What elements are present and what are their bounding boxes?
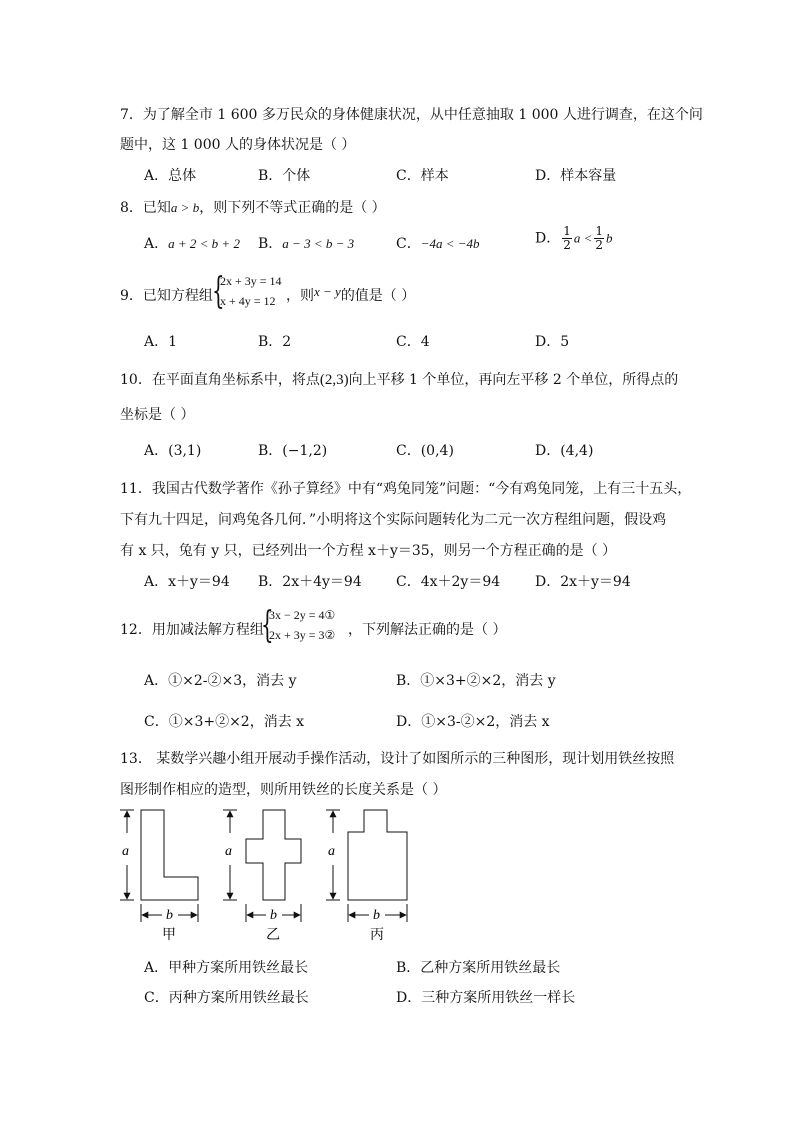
figure-jia-name: 甲 <box>162 927 176 943</box>
q7-stem-line1: 7．为了解全市 1 600 多万民众的身体健康状况，从中任意抽取 1 000 人进行调查，在这个问 <box>120 107 703 123</box>
q12-equation-1: 3x − 2y = 4① <box>269 608 336 622</box>
fraction-numerator: 1 <box>595 224 604 238</box>
q13-stem-line1: 13． 某数学兴趣小组开展动手操作活动，设计了如图所示的三种图形，现计划用铁丝按照 <box>120 751 675 767</box>
fraction-denominator: 2 <box>595 238 604 252</box>
q9-option-a: A．1 <box>144 334 178 350</box>
figure-jia-shape <box>141 810 198 900</box>
q13-stem-line2: 图形制作相应的造型，则所用铁丝的长度关系是（ ） <box>120 782 447 798</box>
q8-stem <box>120 197 386 217</box>
figure-jia-b-label: b <box>166 908 173 923</box>
q11-option-c: C．4x＋2y＝94 <box>396 574 501 590</box>
q12-suffix: ，下列解法正确的是（ ） <box>348 622 507 638</box>
q12-option-c: C．①×3+②×2，消去 x <box>144 714 305 730</box>
q9-expression: x − y <box>314 284 341 299</box>
q10-option-a: A．(3,1) <box>144 443 202 459</box>
q10-option-b: B．(−1,2) <box>258 443 328 459</box>
figure-yi-a-label: a <box>225 844 232 859</box>
q8-option-b-expr: a − 3 < b − 3 <box>282 236 355 251</box>
q11-stem-line1: 11．我国古代数学著作《孙子算经》中有“鸡兔同笼”问题：“今有鸡兔同笼，上有三十五头， <box>120 481 692 497</box>
q8-suffix: ，则下列不等式正确的是（ ） <box>199 200 386 216</box>
q8-option-b-label: B． <box>258 236 283 252</box>
q7-option-b: B．个体 <box>258 168 311 184</box>
q8-option-c-label: C． <box>396 236 421 252</box>
q7-option-c: C．样本 <box>396 168 449 184</box>
q8-option-b <box>258 233 354 253</box>
q8-option-d-end: b <box>606 230 613 246</box>
fraction-denominator: 2 <box>563 238 571 252</box>
q8-option-a-label: A． <box>144 236 169 252</box>
q10-point: (2,3) <box>319 372 349 388</box>
q10-line1-b: 向上平移 1 个单位，再向左平移 2 个单位，所得点的 <box>348 372 679 388</box>
q8-option-a-expr: a + 2 < b + 2 <box>168 236 240 251</box>
q12-option-d: D．①×3-②×2，消去 x <box>396 714 550 730</box>
figure-bing-shape <box>348 810 407 900</box>
q8-option-d-fraction1 <box>562 225 572 252</box>
q11-stem-line3: 有 x 只，兔有 y 只，已经列出一个方程 x＋y＝35，则另一个方程正确的是（ ） <box>120 543 617 559</box>
q9-option-d: D．5 <box>535 334 570 350</box>
figure-jia <box>120 810 198 943</box>
q10-option-c: C．(0,4) <box>396 443 454 459</box>
q12-prefix: 12．用加减法解方程组 <box>120 622 264 638</box>
q12-equation-system <box>261 605 361 648</box>
q10-stem-line1 <box>120 369 678 389</box>
q12-equation-2: 2x + 3y = 3② <box>269 628 336 642</box>
q13-figures <box>110 805 420 945</box>
q13-option-c: C．丙种方案所用铁丝最长 <box>144 990 309 1006</box>
q7-option-a: A．总体 <box>144 168 197 184</box>
q8-option-c <box>396 233 480 253</box>
q9-prefix: 9．已知方程组 <box>120 288 213 304</box>
q9-option-c: C．4 <box>396 334 430 350</box>
figure-bing-name: 丙 <box>370 927 384 943</box>
figure-yi <box>223 810 301 943</box>
q8-option-d-mid: a < <box>573 230 593 246</box>
q11-stem-line2: 下有九十四足，问鸡兔各几何．”小明将这个实际问题转化为二元一次方程组问题，假设鸡 <box>120 512 667 528</box>
q13-option-b: B．乙种方案所用铁丝最长 <box>396 960 561 976</box>
q9-mid: ，则 <box>286 288 314 304</box>
q10-line1-a: 10．在平面直角坐标系中，将点 <box>120 372 320 388</box>
figure-bing-a-label: a <box>328 844 335 859</box>
q13-option-a: A．甲种方案所用铁丝最长 <box>144 960 309 976</box>
q11-option-d: D．2x＋y＝94 <box>535 574 631 590</box>
q9-equation-2: x + 4y = 12 <box>220 294 276 308</box>
q7-option-d: D．样本容量 <box>535 168 617 184</box>
q8-option-c-expr: −4a < −4b <box>420 236 480 251</box>
q13-option-d: D．三种方案所用铁丝一样长 <box>396 990 576 1006</box>
figure-yi-name: 乙 <box>266 927 280 943</box>
q12-option-a: A．①×2-②×3，消去 y <box>144 673 297 689</box>
q11-option-a: A．x＋y＝94 <box>144 574 230 590</box>
figure-yi-shape <box>246 810 301 900</box>
q10-option-d: D．(4,4) <box>535 443 594 459</box>
q10-stem-line2: 坐标是（ ） <box>120 407 195 423</box>
figure-jia-a-label: a <box>122 844 129 859</box>
q8-option-a <box>144 233 240 253</box>
brace-icon: { <box>212 271 225 312</box>
figure-bing-b-label: b <box>373 908 380 923</box>
q8-prefix: 8．已知 <box>120 200 171 216</box>
q9-option-b: B．2 <box>258 334 292 350</box>
q11-option-b: B．2x＋4y＝94 <box>258 574 362 590</box>
fraction-numerator: 1 <box>563 224 571 238</box>
q8-option-d-fraction2 <box>594 225 604 252</box>
q8-option-d-label: D． <box>535 230 561 247</box>
q9-equation-1: 2x + 3y = 14 <box>220 274 282 288</box>
q8-condition: a > b <box>170 200 200 215</box>
q8-option-d <box>535 225 613 252</box>
q7-stem-line2: 题中，这 1 000 人的身体状况是（ ） <box>120 137 356 153</box>
q9-suffix: 的值是（ ） <box>340 288 416 304</box>
q9-question <box>286 285 415 305</box>
figure-yi-b-label: b <box>270 908 277 923</box>
q12-option-b: B．①×3+②×2，消去 y <box>396 673 556 689</box>
brace-icon: { <box>261 605 274 646</box>
figure-bing <box>326 810 407 943</box>
